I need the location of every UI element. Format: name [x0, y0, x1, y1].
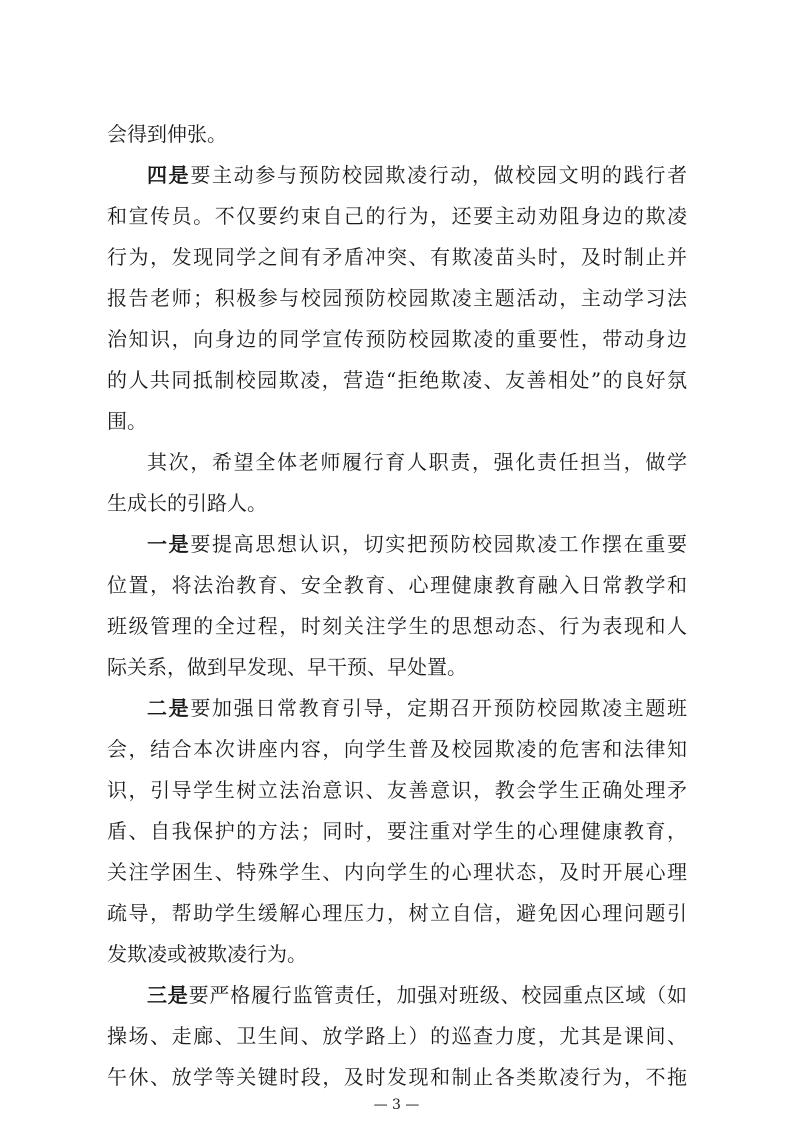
- text-line: 关注学困生、特殊学生、内向学生的心理状态，及时开展心理: [107, 860, 687, 884]
- page-number: — 3 —: [373, 1097, 420, 1113]
- text-line: 的人共同抵制校园欺凌，营造“拒绝欺凌、友善相处”的良好氛: [107, 368, 687, 392]
- text-line: 生成长的引路人。: [107, 491, 267, 515]
- text-line: 会，结合本次讲座内容，向学生普及校园欺凌的危害和法律知: [107, 737, 687, 761]
- point-label: 一是: [147, 532, 191, 556]
- point-label: 二是: [147, 696, 191, 720]
- text-line: 行为，发现同学之间有矛盾冲突、有欺凌苗头时，及时制止并: [107, 245, 687, 269]
- text-line: 报告老师；积极参与校园预防校园欺凌主题活动，主动学习法: [107, 286, 687, 310]
- text-line: 位置，将法治教育、安全教育、心理健康教育融入日常教学和: [107, 573, 687, 597]
- text-line: 治知识，向身边的同学宣传预防校园欺凌的重要性，带动身边: [107, 327, 687, 351]
- text-line: 际关系，做到早发现、早干预、早处置。: [107, 655, 467, 679]
- text-line: 和宣传员。不仅要约束自己的行为，还要主动劝阻身边的欺凌: [107, 204, 687, 228]
- text-line: 午休、放学等关键时段，及时发现和制止各类欺凌行为，不拖: [107, 1065, 687, 1089]
- text-line-point-four: 四是要主动参与预防校园欺凌行动，做校园文明的践行者: [147, 163, 688, 187]
- point-label: 三是: [147, 983, 189, 1007]
- text-line-point-two: 二是要加强日常教育引导，定期召开预防校园欺凌主题班: [147, 696, 688, 720]
- text-line: 盾、自我保护的方法；同时，要注重对学生的心理健康教育，: [107, 819, 687, 843]
- text-line-point-one: 一是要提高思想认识，切实把预防校园欺凌工作摆在重要: [147, 532, 688, 556]
- text-line: 发欺凌或被欺凌行为。: [107, 942, 307, 966]
- text-line: 班级管理的全过程，时刻关注学生的思想动态、行为表现和人: [107, 614, 687, 638]
- text-line-teachers-intro: 其次，希望全体老师履行育人职责，强化责任担当，做学: [147, 450, 687, 474]
- point-label: 四是: [147, 163, 191, 187]
- text-line: 识，引导学生树立法治意识、友善意识，教会学生正确处理矛: [107, 778, 687, 802]
- text-line: 操场、走廊、卫生间、放学路上）的巡查力度，尤其是课间、: [107, 1024, 687, 1048]
- text-line: 会得到伸张。: [107, 122, 227, 146]
- text-line-point-three: 三是要严格履行监管责任，加强对班级、校园重点区域（如: [147, 983, 688, 1007]
- text-line: 疏导，帮助学生缓解心理压力，树立自信，避免因心理问题引: [107, 901, 687, 925]
- text-line: 围。: [107, 409, 147, 433]
